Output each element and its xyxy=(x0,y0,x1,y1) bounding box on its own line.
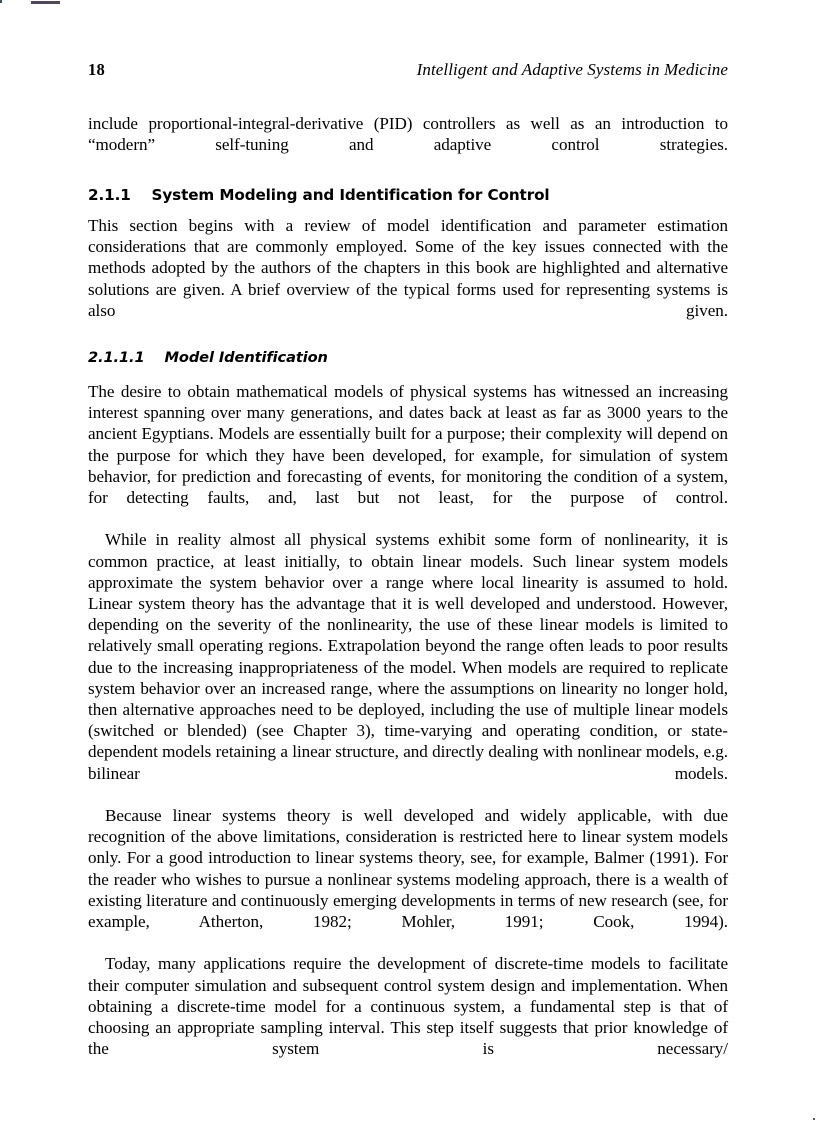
intro-paragraph-block xyxy=(88,113,728,177)
section-intro-block xyxy=(88,215,728,342)
paragraph: The desire to obtain mathematical models of physical systems has witnessed an increasing interest spanning over many generations, and dates back at least as far as 3000 years to the ancient Egyptians. Models are essentially built for a purpose; their complexity will depend on the purpose for which they have been developed, for example, for simulation of system behavior, for prediction and forecasting of events, for monitoring the condition of a system, for detecting faults, and, last but not least, for the purpose of control. xyxy=(88,382,728,508)
book-title: Intelligent and Adaptive Systems in Medicine xyxy=(416,60,728,79)
section-heading-block xyxy=(88,185,728,205)
paragraph: Today, many applications require the development of discrete-time models to facilitate their computer simulation and subsequent control system design and implementation. When obtaining a discrete-time model for a continuous system, a fundamental step is that of choosing an appropriate sampling interval. This step itself suggests that prior knowledge of the system is necessary/ xyxy=(88,954,728,1059)
scan-artifact-dot-bottom-right xyxy=(813,1118,815,1120)
paragraph: Because linear systems theory is well developed and widely applicable, with due recognition of the above limitations, consideration is restricted here to linear system models only. For a good introduction to linear systems theory, see, for example, Balmer (1991). For the reader who wishes to pursue a nonlinear systems modeling approach, there is a wealth of existing literature and continuously emerging developments in terms of new research (see, for example, Atherton, 1982; Mohler, 1991; Cook, 1994). xyxy=(88,806,728,932)
main-text-block xyxy=(88,381,728,1081)
subsection-heading-block xyxy=(88,348,728,368)
heading-2-1-1-1: 2.1.1.1 Model Identification xyxy=(88,349,328,366)
paragraph: include proportional-integral-derivative (PID) controllers as well as an introduction to “modern” self-tuning and adaptive control strategies. xyxy=(88,114,728,155)
paragraph: While in reality almost all physical systems exhibit some form of nonlinearity, it is common practice, at least initially, to obtain linear models. Such linear system models approximate the system behavior over a range where local linearity is assumed to hold. Linear system theory has the advantage that it is well developed and understood. However, depending on the severity of the nonlinearity, the use of these linear models is limited to relatively small operating regions. Extrapolation beyond the range often leads to poor results due to the increasing inappropriateness of the model. When models are required to replicate system behavior over an increased range, where the assumptions on linearity no longer hold, then alternative approaches need to be deployed, including the use of multiple linear models (switched or blended) (see Chapter 3), time-varying and operating condition, or statedependent models retaining a linear structure, and directly dealing with nonlinear models, e.g. bilinear models. xyxy=(88,530,728,783)
paragraph: This section begins with a review of model identification and parameter estimation considerations that are commonly employed. Some of the key issues connected with the methods adopted by the authors of the chapters in this book are highlighted and alternative solutions are given. A brief overview of the typical forms used for representing systems is also given. xyxy=(88,216,728,320)
page-number: 18 xyxy=(88,60,105,79)
heading-2-1-1: 2.1.1 System Modeling and Identification for Control xyxy=(88,186,550,204)
scan-artifact-dot-top-left xyxy=(0,0,2,3)
scan-artifact-bar xyxy=(31,1,60,4)
running-head xyxy=(88,59,728,87)
